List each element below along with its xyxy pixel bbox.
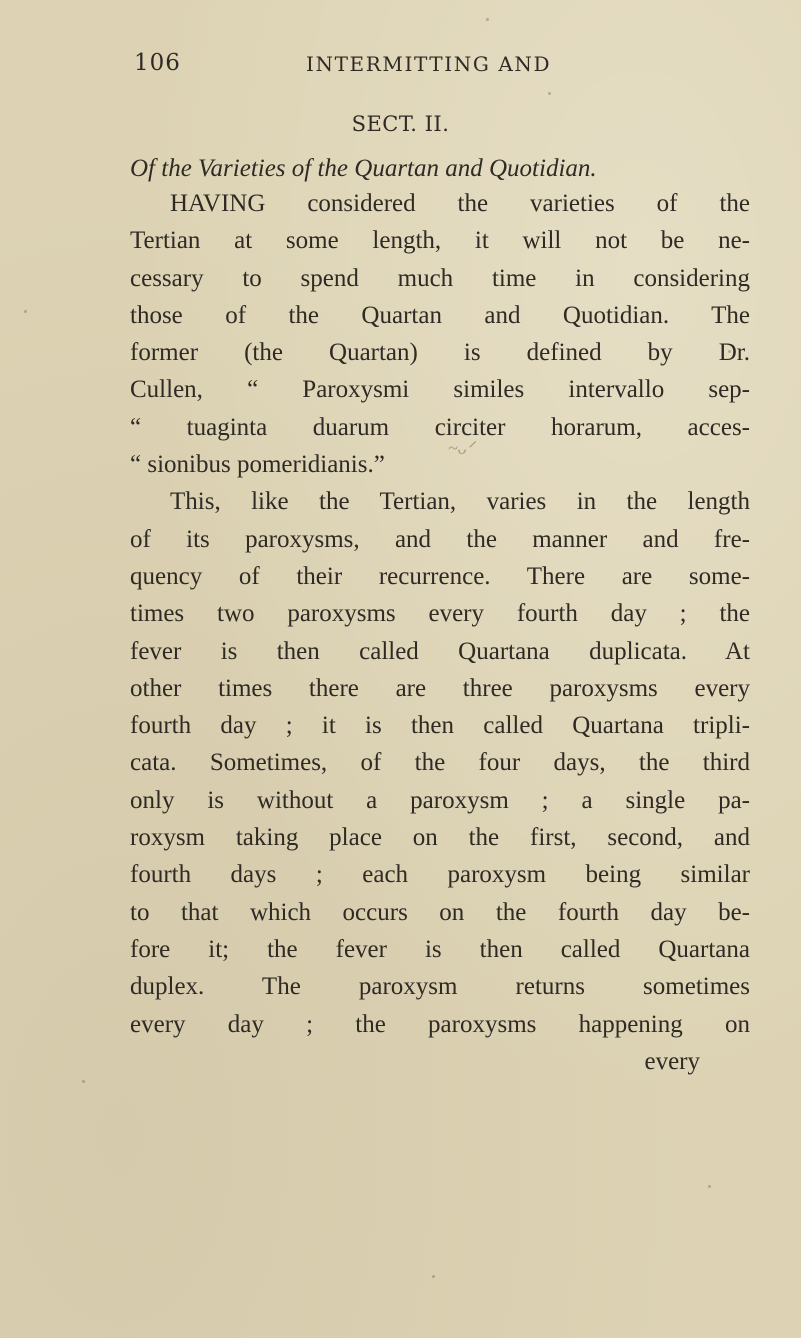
page-header bbox=[134, 50, 620, 84]
text-line: Tertian at some length, it will not be ne- bbox=[130, 227, 750, 255]
paper-speck bbox=[548, 92, 551, 95]
text-line: fore it; the fever is then called Quartana bbox=[130, 935, 750, 963]
body-text bbox=[130, 185, 750, 1080]
text-line: former (the Quartan) is defined by Dr. bbox=[130, 339, 750, 367]
text-line: “ sionibus pomeridianis.” bbox=[130, 451, 385, 479]
running-head: INTERMITTING AND bbox=[306, 52, 552, 76]
text-line: cata. Sometimes, of the four days, the third bbox=[130, 749, 750, 777]
text-line: This, like the Tertian, varies in the length bbox=[170, 488, 750, 516]
text-line: those of the Quartan and Quotidian. The bbox=[130, 301, 750, 329]
paper-speck bbox=[432, 1275, 435, 1278]
page-number: 106 bbox=[134, 50, 181, 76]
text-line: other times there are three paroxysms every bbox=[130, 674, 750, 702]
text-line: of its paroxysms, and the manner and fre- bbox=[130, 525, 750, 553]
handwritten-mark: ~ᴗᐟ bbox=[448, 438, 475, 458]
text-line: roxysm taking place on the first, second, and bbox=[130, 824, 750, 852]
text-line: HAVING considered the varieties of the bbox=[170, 190, 750, 217]
section-subtitle: Of the Varieties of the Quartan and Quotidian. bbox=[130, 155, 597, 182]
paper-speck bbox=[708, 1185, 711, 1188]
text-line: every day ; the paroxysms happening on bbox=[130, 1010, 750, 1038]
section-title: SECT. II. bbox=[351, 112, 450, 136]
text-line: fever is then called Quartana duplicata. At bbox=[130, 637, 750, 665]
text-line: to that which occurs on the fourth day be- bbox=[130, 898, 750, 926]
paper-speck bbox=[24, 310, 27, 313]
text-line: “ tuaginta duarum circiter horarum, acces- bbox=[130, 413, 750, 441]
text-line: fourth days ; each paroxysm being similar bbox=[130, 861, 750, 889]
text-line: cessary to spend much time in considering bbox=[130, 264, 750, 292]
text-line: Cullen, “ Paroxysmi similes intervallo sep- bbox=[130, 376, 750, 404]
text-line: duplex. The paroxysm returns sometimes bbox=[130, 973, 750, 1001]
paper-speck bbox=[486, 18, 489, 21]
paper-speck bbox=[82, 1080, 85, 1083]
text-line: only is without a paroxysm ; a single pa- bbox=[130, 786, 750, 814]
text-line: quency of their recurrence. There are some- bbox=[130, 562, 750, 590]
paper-speck bbox=[728, 350, 731, 353]
text-line: fourth day ; it is then called Quartana tripli- bbox=[130, 712, 750, 740]
catchword: every bbox=[644, 1047, 700, 1075]
text-line: times two paroxysms every fourth day ; the bbox=[130, 600, 750, 628]
